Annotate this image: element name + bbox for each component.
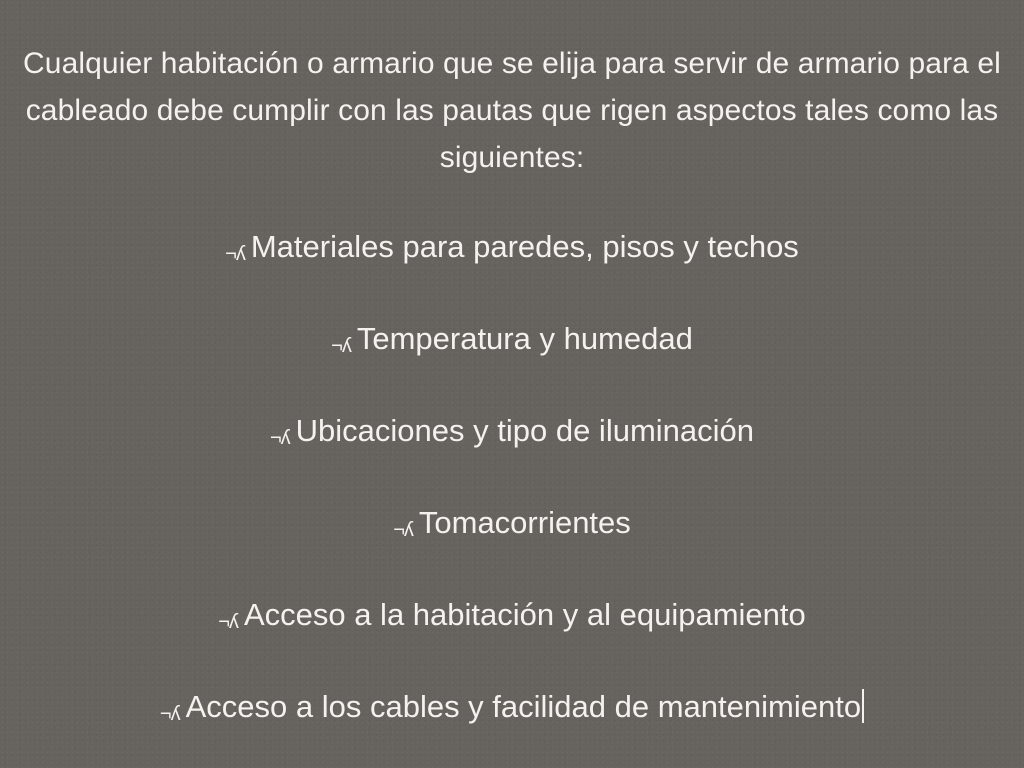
list-item-label: Materiales para paredes, pisos y techos — [250, 229, 799, 264]
bullet-icon: ¬ʎ — [159, 703, 180, 725]
bullet-icon: ¬ʎ — [225, 243, 245, 265]
list-item-tomacorrientes — [0, 503, 1024, 550]
list-item-ubicaciones — [0, 411, 1024, 458]
bullet-icon: ¬ʎ — [269, 427, 290, 449]
list-item-label: Acceso a los cables y facilidad de mantenimiento — [185, 689, 862, 724]
text-cursor — [862, 689, 864, 723]
list-item-acceso-habitacion — [0, 595, 1024, 642]
bullet-icon: ¬ʎ — [393, 519, 413, 541]
bullet-icon: ¬ʎ — [331, 335, 351, 357]
list-item-temperatura — [0, 319, 1024, 366]
list-item-materiales — [0, 227, 1024, 274]
list-item-label: Tomacorrientes — [418, 505, 631, 540]
bullet-icon: ¬ʎ — [218, 611, 238, 633]
list-item-acceso-cables — [0, 687, 1024, 734]
list-item-label: Temperatura y humedad — [356, 321, 693, 356]
list-item-label: Ubicaciones y tipo de iluminación — [295, 413, 755, 448]
intro-paragraph: Cualquier habitación o armario que se elija para servir de armario para el cableado debe cumplir con las pautas que rigen aspectos tales como las siguientes: — [23, 47, 1001, 174]
list-item-label: Acceso a la habitación y al equipamiento — [243, 597, 806, 632]
